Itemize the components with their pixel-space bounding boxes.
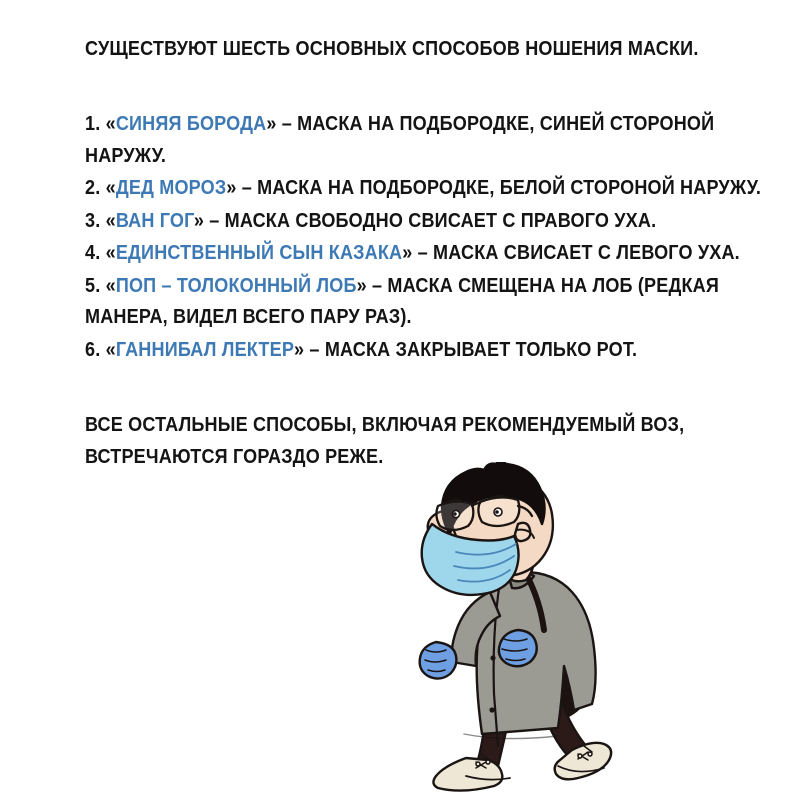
list-item xyxy=(85,237,775,269)
method-name: ПОП – ТОЛОКОННЫЙ ЛОБ xyxy=(115,273,357,297)
closing-line-1: ВСЕ ОСТАЛЬНЫЕ СПОСОБЫ, ВКЛЮЧАЯ РЕКОМЕНДУЕМЫЙ ВОЗ, xyxy=(85,413,685,436)
method-description: – МАСКА СВИСАЕТ С ЛЕВОГО УХА. xyxy=(412,241,740,264)
quote-open: « xyxy=(105,337,116,361)
quote-open: « xyxy=(105,112,116,135)
quote-open: « xyxy=(105,273,116,297)
methods-list xyxy=(85,108,775,365)
quote-close: » xyxy=(266,112,277,135)
method-name: ДЕД МОРОЗ xyxy=(115,176,227,199)
coat-hem-line xyxy=(464,734,558,739)
page-title: СУЩЕСТВУЮТ ШЕСТЬ ОСНОВНЫХ СПОСОБОВ НОШЕНИЯ МАСКИ. xyxy=(85,37,699,60)
method-description: – МАСКА СМЕЩЕНА НА ЛОБ (РЕДКАЯ МАНЕРА, ВИДЕЛ ВСЕГО ПАРУ РАЗ). xyxy=(85,273,720,328)
method-description: – МАСКА НА ПОДБОРОДКЕ, БЕЛОЙ СТОРОНОЙ НАРУЖУ. xyxy=(236,176,762,199)
method-name: СИНЯЯ БОРОДА xyxy=(115,112,267,135)
method-name: ВАН ГОГ xyxy=(115,208,194,232)
shoe-left xyxy=(433,758,502,791)
method-name: ЕДИНСТВЕННЫЙ СЫН КАЗАКА xyxy=(115,241,403,264)
method-description: – МАСКА НА ПОДБОРОДКЕ, СИНЕЙ СТОРОНОЙ НАРУЖУ. xyxy=(85,112,715,167)
closing-paragraph xyxy=(85,409,775,472)
list-item xyxy=(85,334,775,366)
quote-close: » xyxy=(226,176,237,199)
quote-close: » xyxy=(402,241,413,264)
coat-button xyxy=(489,707,494,712)
list-item xyxy=(85,108,775,171)
list-item-number: 1. xyxy=(85,112,101,135)
method-name: ГАННИБАЛ ЛЕКТЕР xyxy=(115,337,295,361)
method-description: – МАСКА ЗАКРЫВАЕТ ТОЛЬКО РОТ. xyxy=(304,337,638,361)
list-item-number: 5. xyxy=(85,273,101,297)
walking-man-illustration xyxy=(392,462,642,800)
list-item xyxy=(85,172,775,204)
list-item-number: 4. xyxy=(85,241,101,264)
quote-close: » xyxy=(294,337,305,361)
list-item xyxy=(85,205,775,237)
quote-open: « xyxy=(105,208,116,232)
quote-open: « xyxy=(105,176,116,199)
closing-line-2: ВСТРЕЧАЮТСЯ ГОРАЗДО РЕЖЕ. xyxy=(85,444,384,468)
list-item-number: 2. xyxy=(85,176,101,199)
quote-close: » xyxy=(193,208,205,232)
illustration-walking-masked-man xyxy=(392,462,642,800)
quote-close: » xyxy=(356,273,367,297)
list-item-number: 6. xyxy=(85,337,101,361)
quote-open: « xyxy=(105,241,116,264)
list-item xyxy=(85,270,775,333)
method-description: – МАСКА СВОБОДНО СВИСАЕТ С ПРАВОГО УХА. xyxy=(204,208,657,232)
text-column xyxy=(85,36,775,472)
coat-button xyxy=(490,655,495,660)
list-item-number: 3. xyxy=(85,208,101,232)
